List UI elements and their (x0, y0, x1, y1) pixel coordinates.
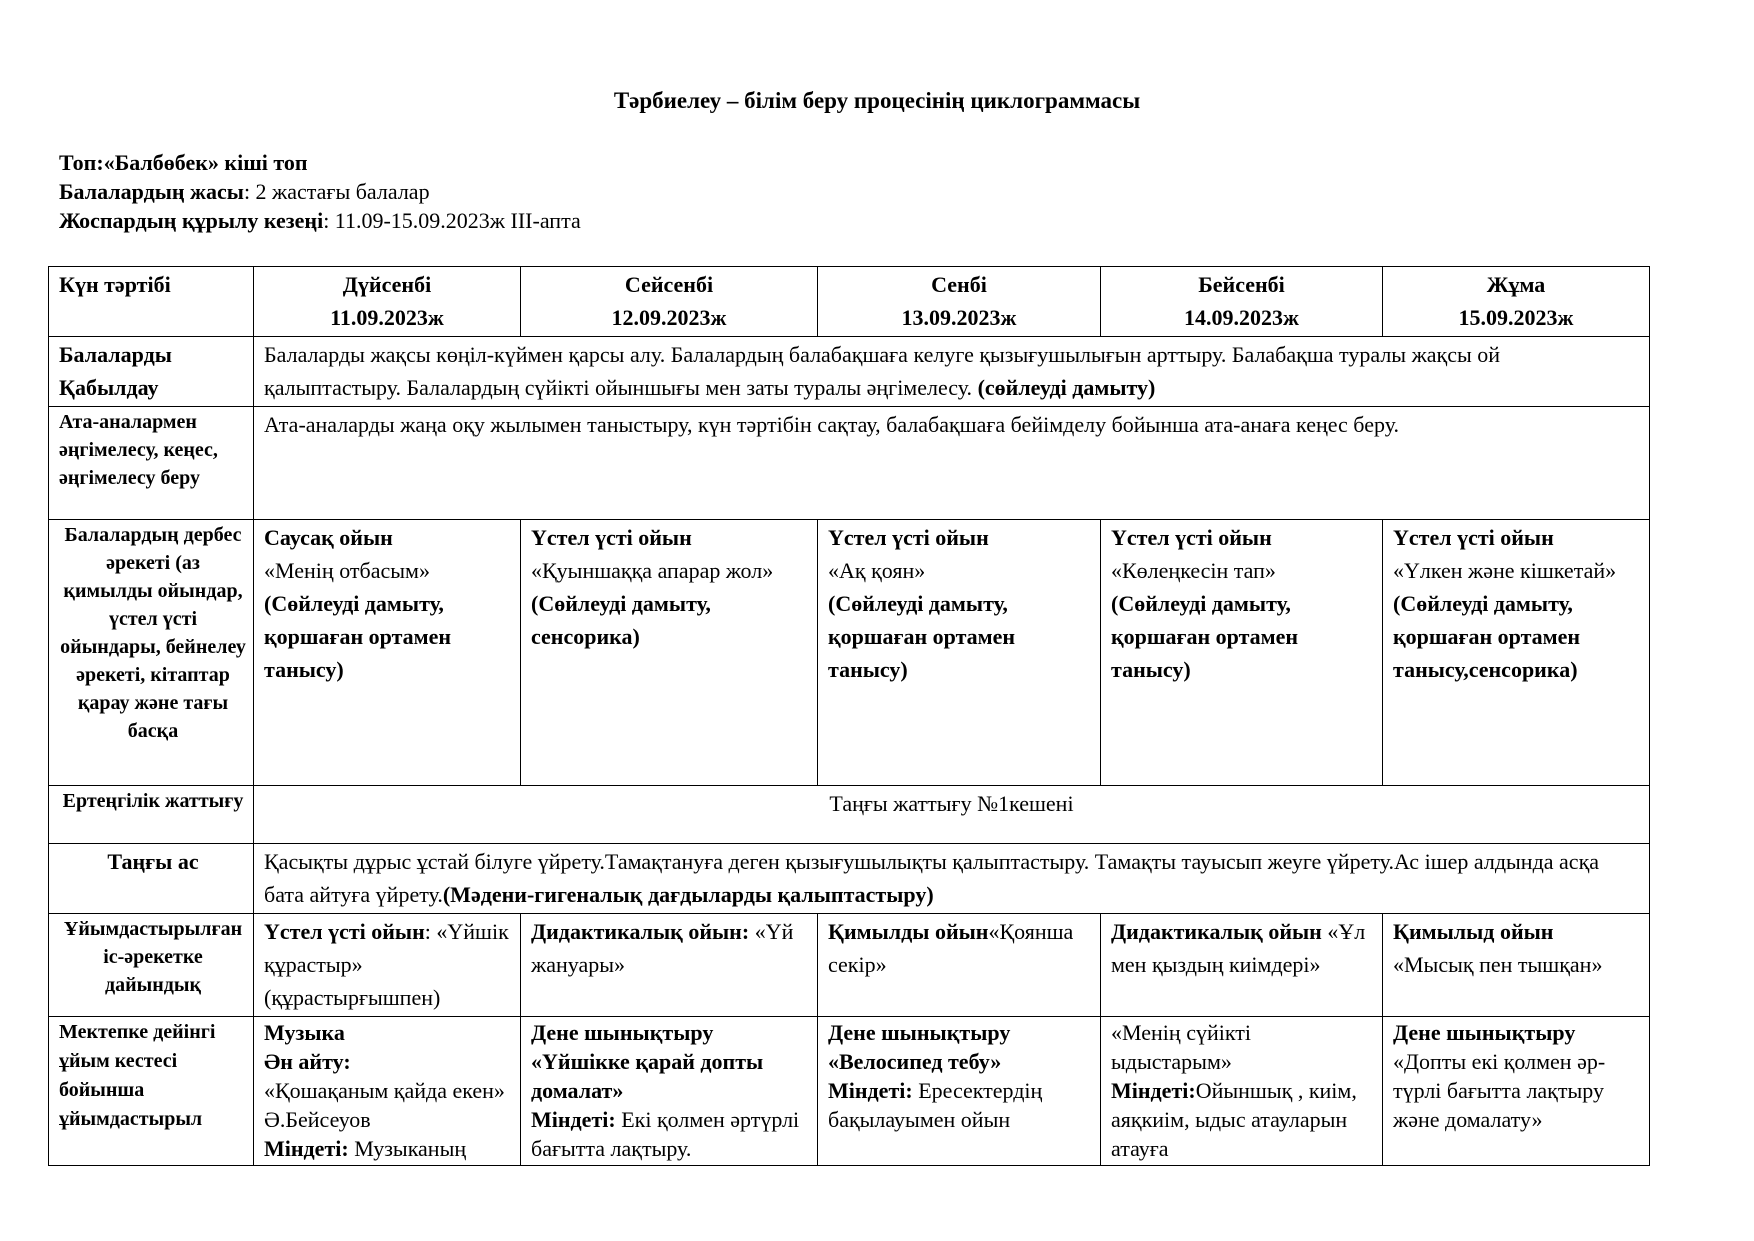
preparation-game: : «Үйшік құрастыр» (құрастырғышпен) (264, 919, 509, 1010)
schedule-cell-mon (254, 1017, 521, 1166)
day-date: 15.09.2023ж (1458, 305, 1574, 330)
day-name: Дүйсенбі (342, 272, 432, 297)
preparation-label: Ұйымдастырылған іс-әрекетке дайындық (49, 914, 254, 1017)
day-name: Жұма (1486, 272, 1546, 297)
schedule-row (49, 1017, 1650, 1166)
day-date: 12.09.2023ж (611, 305, 727, 330)
independent-cell-mon (254, 520, 521, 786)
period-label: Жоспардың құрылу кезеңі (59, 208, 324, 233)
reception-label-line: Балаларды (59, 342, 172, 367)
header-row (49, 267, 1650, 337)
task-label: Міндеті: (264, 1136, 349, 1161)
breakfast-row (49, 844, 1650, 914)
day-date: 11.09.2023ж (330, 305, 444, 330)
preparation-type: Дидактикалық ойын: (531, 919, 750, 944)
preparation-type: Үстел үсті ойын (264, 919, 425, 944)
activity-name: «Менің отбасым» (264, 558, 430, 583)
preparation-row (49, 914, 1650, 1017)
topic: «Үйшікке қарай допты домалат» (531, 1049, 764, 1103)
task-text: Екі қолмен әртүрлі бағытта лақтыру. (531, 1107, 800, 1161)
activity-type: Саусақ ойын (264, 525, 393, 550)
activity-goal: (Сөйлеуді дамыту, сенсорика) (531, 591, 711, 649)
activity-name: «Үлкен және кішкетай» (1393, 558, 1617, 583)
activity-goal: (Сөйлеуді дамыту, қоршаған ортамен танысу,сенсорика) (1393, 591, 1581, 682)
exercise-text: Таңғы жаттығу №1кешені (254, 786, 1650, 844)
header-day-fri (1383, 267, 1650, 337)
cyclogram-table (48, 266, 1650, 1166)
reception-row (49, 337, 1650, 407)
task-label: Міндеті: (828, 1078, 913, 1103)
reception-goal: (сөйлеуді дамыту) (977, 375, 1156, 400)
activity-name: «Көлеңкесін тап» (1111, 558, 1276, 583)
page-title: Тәрбиелеу – білім беру процесінің циклограммасы (613, 88, 1141, 113)
independent-cell-tue (521, 520, 818, 786)
independent-cell-wed (818, 520, 1101, 786)
independent-row (49, 520, 1650, 786)
activity-type: Үстел үсті ойын (531, 525, 692, 550)
group-value: «Балбөбек» кіші топ (103, 150, 308, 175)
header-day-mon (254, 267, 521, 337)
task-label: Міндеті: (1111, 1078, 1196, 1103)
schedule-label: Мектепке дейінгі ұйым кестесі бойынша ұйымдастырыл (49, 1017, 254, 1166)
activity-name: «Ақ қоян» (828, 558, 926, 583)
day-name: Бейсенбі (1198, 272, 1285, 297)
independent-label: Балалардың дербес әрекеті (аз қимылды ойындар, үстел үсті ойындары, бейнелеу әрекеті, кітаптар қарау және тағы басқа (49, 520, 254, 786)
header-day-thu (1101, 267, 1383, 337)
subject: Дене шынықтыру (531, 1020, 714, 1045)
preparation-game: «Үй жануары» (531, 919, 794, 977)
reception-label (49, 337, 254, 407)
topic: «Менің сүйікті ыдыстарым» (1111, 1020, 1251, 1074)
activity-goal: (Сөйлеуді дамыту, қоршаған ортамен танысу) (264, 591, 452, 682)
reception-label-line: Қабылдау (59, 375, 159, 400)
preparation-type: Қимылыд ойын (1393, 919, 1554, 944)
parents-row (49, 407, 1650, 520)
activity-goal: (Сөйлеуді дамыту, қоршаған ортамен танысу) (828, 591, 1016, 682)
group-line (59, 148, 581, 177)
task-text: Музыканың (348, 1136, 467, 1161)
breakfast-text (254, 844, 1650, 914)
schedule-cell-thu (1101, 1017, 1383, 1166)
reception-text (254, 337, 1650, 407)
age-label: Балалардың жасы (59, 179, 244, 204)
preparation-game: «Ұл мен қыздың киімдері» (1111, 919, 1366, 977)
header-day-tue (521, 267, 818, 337)
day-name: Сейсенбі (624, 272, 714, 297)
breakfast-body: Қасықты дұрыс ұстай білуге үйрету.Тамақтануға деген қызығушылықты қалыптастыру. Тамақты тауысып жеуге үйрету.Ас ішер алдында асқа бата айтуға үйрету. (264, 849, 1600, 907)
subject: Дене шынықтыру (1393, 1020, 1576, 1045)
activity-goal: (Сөйлеуді дамыту, қоршаған ортамен танысу) (1111, 591, 1299, 682)
task-text: Ойыншық , киім, аяқкиім, ыдыс атауларын атауға (1111, 1078, 1357, 1161)
header-day-wed (818, 267, 1101, 337)
preparation-game: «Қоянша секір» (828, 919, 1074, 977)
day-date: 14.09.2023ж (1184, 305, 1299, 330)
subtopic: Ән айту: (264, 1049, 351, 1074)
preparation-game: «Мысық пен тышқан» (1393, 952, 1603, 977)
exercise-label: Ертеңгілік жаттығу (49, 786, 254, 844)
preparation-cell-tue (521, 914, 818, 1017)
activity-type: Үстел үсті ойын (828, 525, 989, 550)
header-schedule-cell: Күн тәртібі (49, 267, 254, 337)
preparation-cell-wed (818, 914, 1101, 1017)
topic: «Велосипед тебу» (828, 1049, 1002, 1074)
age-value: : 2 жастағы балалар (243, 179, 430, 204)
schedule-cell-tue (521, 1017, 818, 1166)
day-name: Сенбі (931, 272, 987, 297)
activity-type: Үстел үсті ойын (1111, 525, 1272, 550)
reception-body: Балаларды жақсы көңіл-күймен қарсы алу. Балалардың балабақшаға келуге қызығушылығын арттыру. Балабақша туралы жақсы ой қалыптастыру. Балалардың сүйікті ойыншығы мен заты туралы әңгімелесу. (264, 342, 1501, 400)
task-label: Міндеті: (531, 1107, 616, 1132)
age-line (59, 177, 581, 206)
plan-meta (59, 148, 581, 235)
period-line (59, 206, 581, 235)
period-value: : 11.09-15.09.2023ж ІІІ-апта (323, 208, 581, 233)
exercise-row (49, 786, 1650, 844)
preparation-type: Қимылды ойын (828, 919, 989, 944)
schedule-cell-wed (818, 1017, 1101, 1166)
task-text: Ересектердің бақылауымен ойын (828, 1078, 1043, 1132)
parents-label: Ата-аналармен әңгімелесу, кеңес, әңгімелесу беру (49, 407, 254, 520)
preparation-cell-mon (254, 914, 521, 1017)
subject: Дене шынықтыру (828, 1020, 1011, 1045)
song: «Қошақаным қайда екен» Ә.Бейсеуов (264, 1078, 505, 1132)
preparation-cell-fri (1383, 914, 1650, 1017)
subject: Музыка (264, 1020, 345, 1045)
independent-cell-thu (1101, 520, 1383, 786)
schedule-cell-fri (1383, 1017, 1650, 1166)
independent-cell-fri (1383, 520, 1650, 786)
parents-text: Ата-аналарды жаңа оқу жылымен таныстыру, күн тәртібін сақтау, балабақшаға бейімделу бойынша ата-анаға кеңес беру. (254, 407, 1650, 520)
day-date: 13.09.2023ж (901, 305, 1017, 330)
breakfast-label: Таңғы ас (49, 844, 254, 914)
activity-type: Үстел үсті ойын (1393, 525, 1554, 550)
group-label: Топ: (59, 150, 104, 175)
preparation-type: Дидактикалық ойын (1111, 919, 1322, 944)
topic: «Допты екі қолмен әр-түрлі бағытта лақтыру және домалату» (1393, 1049, 1606, 1132)
preparation-cell-thu (1101, 914, 1383, 1017)
breakfast-goal: (Мәдени-гигеналық дағдыларды қалыптастыру) (442, 882, 934, 907)
activity-name: «Қуыншаққа апарар жол» (531, 558, 774, 583)
